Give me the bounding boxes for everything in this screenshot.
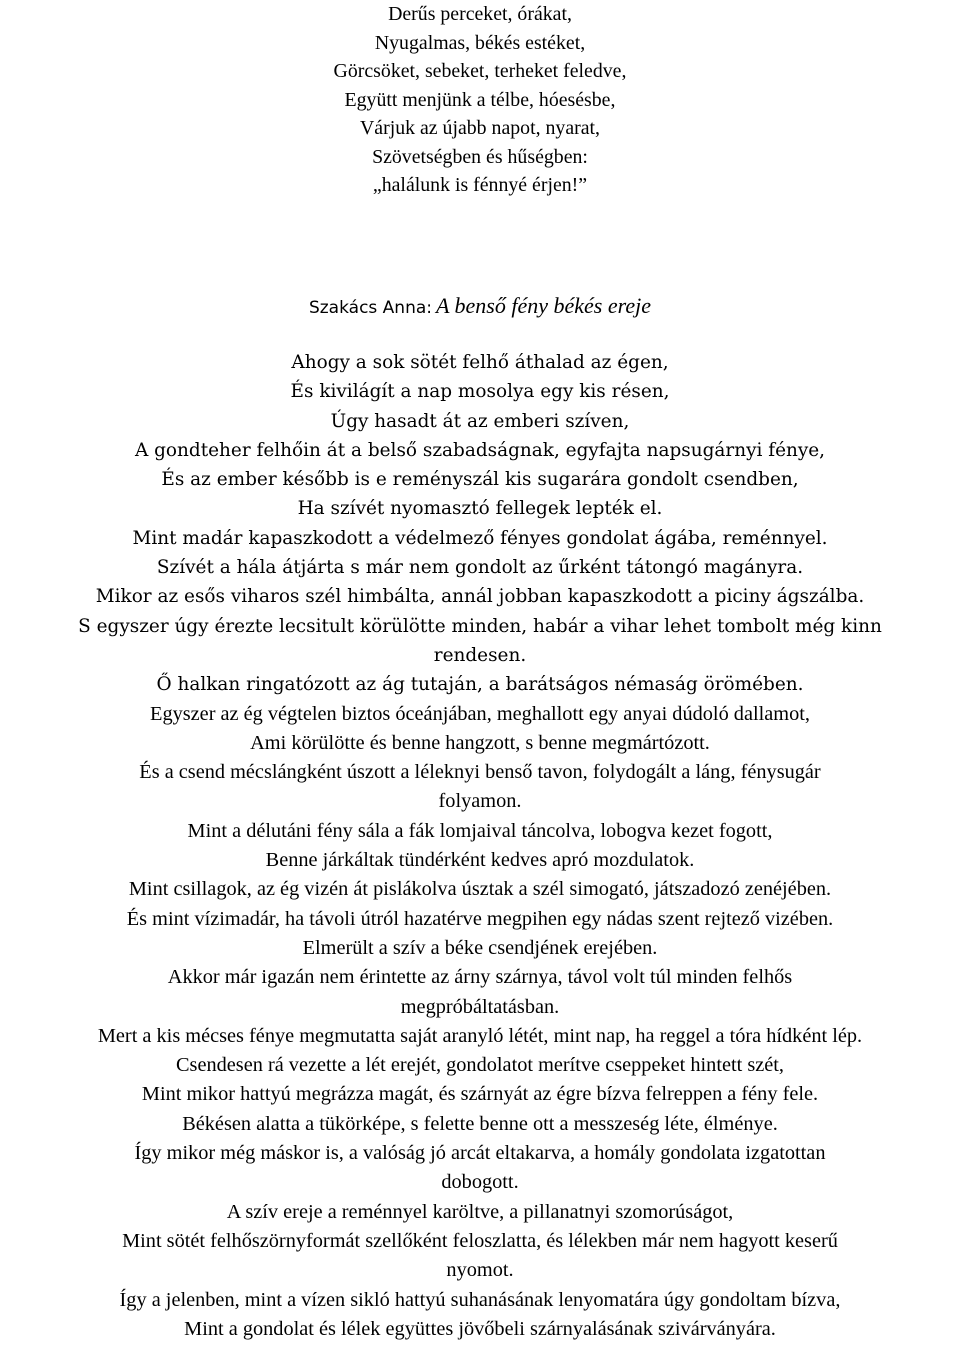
poem-line: Mint sötét felhőszörnyformát szellőként feloszlatta, és lélekben már nem hagyott keserű [122,1229,838,1252]
poem-line: Benne járkáltak tündérként kedves apró mozdulatok. [265,849,695,872]
poem-line: Mint csillagok, az ég vizén át pislákolva úsztak a szél simogató, játszadozó zenéjében. [128,878,832,901]
poem-body [0,348,960,1344]
verse-line: Várjuk az újabb napot, nyarat, [359,117,601,139]
poem-line: Elmerült a szív a béke csendjének erejében. [302,936,658,959]
poem-line: Így mikor még máskor is, a valóság jó arcát eltakarva, a homály gondolata izgatottan [134,1142,826,1165]
poem-line: Mert a kis mécses fénye megmutatta saját aranyló létét, mint nap, ha reggel a tóra hídként lép. [97,1024,863,1047]
poem-line: Ha szívét nyomasztó fellegek lepték el. [297,498,663,520]
opening-stanza [0,0,960,200]
poem-author: Szakács Anna: [308,298,432,318]
poem-line: S egyszer úgy érezte lecsitult körülötte minden, habár a vihar lehet tombolt még kinn [78,615,882,637]
poem-work-title: A benső fény békés ereje [436,293,652,318]
verse-line: Szövetségben és hűségben: [372,145,588,168]
poem-line: Ahogy a sok sötét felhő áthalad az égen, [291,352,669,373]
poem-line: Mint mikor hattyú megrázza magát, és szárnyát az égre bízva felreppen a fény fele. [141,1083,819,1106]
poem-line: Úgy hasadt át az emberi szíven, [330,410,630,432]
poem-line: Egyszer az ég végtelen biztos óceánjában, meghallott egy anyai dúdoló dallamot, [150,702,810,725]
poem-line: Csendesen rá vezette a lét erejét, gondolatot merítve cseppeket hintett szét, [176,1054,784,1077]
poem-line: Mint a délutáni fény sála a fák lomjaival táncolva, lobogva kezet fogott, [187,819,773,842]
poem-line: És kivilágít a nap mosolya egy kis résen, [290,381,670,403]
poem-line: dobogott. [441,1171,519,1194]
verse-line: Együtt menjünk a télbe, hóesésbe, [344,88,616,111]
poem-line: Mikor az esős viharos szél himbálta, annál jobban kapaszkodott a piciny ágszálba. [95,586,865,608]
poem-line: Szívét a hála átjárta s már nem gondolt az űrként tátongó magányra. [156,557,804,579]
poem-line: A gondteher felhőin át a belső szabadságnak, egyfajta napsugárnyi fénye, [134,439,826,461]
poem-line: Mint madár kapaszkodott a védelmező fényes gondolat ágába, reménnyel. [132,527,828,549]
poem-line: Békésen alatta a tükörképe, s felette benne ott a messzeség léte, élménye. [182,1112,778,1135]
poem-line: Mint a gondolat és lélek együttes jövőbeli szárnyalásának szivárványára. [184,1317,776,1340]
verse-line: Nyugalmas, békés estéket, [374,31,586,54]
poem-line: rendesen. [433,644,527,666]
poem-line: És a csend mécslángként úszott a léleknyi benső tavon, folydogált a láng, fénysugár [139,761,821,784]
poem-line: Így a jelenben, mint a vízen sikló hattyú suhanásának lenyomatára úgy gondoltam bízva, [119,1288,841,1311]
poem-line: Akkor már igazán nem érintette az árny szárnya, távol volt túl minden felhős [167,966,793,989]
poem-line: A szív ereje a reménnyel karöltve, a pillanatnyi szomorúságot, [226,1200,734,1223]
poem-title [0,290,960,325]
verse-line: Görcsöket, sebeket, terheket feledve, [333,60,627,82]
poem-line: megpróbáltatásban. [400,995,560,1018]
poem-line: Ami körülötte és benne hangzott, s benne megmártózott. [250,731,710,754]
poem-line: És az ember később is e reményszál kis sugarára gondolt csendben, [161,469,799,491]
verse-line: „halálunk is fénnyé érjen!” [372,174,588,196]
poem-line: folyamon. [438,790,522,813]
verse-line: Derűs perceket, órákat, [388,3,572,25]
poem-line: nyomot. [446,1259,514,1282]
poem-line: Ő halkan ringatózott az ág tutaján, a barátságos némaság örömében. [156,674,804,696]
poem-line: És mint vízimadár, ha távoli útról hazatérve megpihen egy nádas szent rejtező vizében. [126,907,834,930]
